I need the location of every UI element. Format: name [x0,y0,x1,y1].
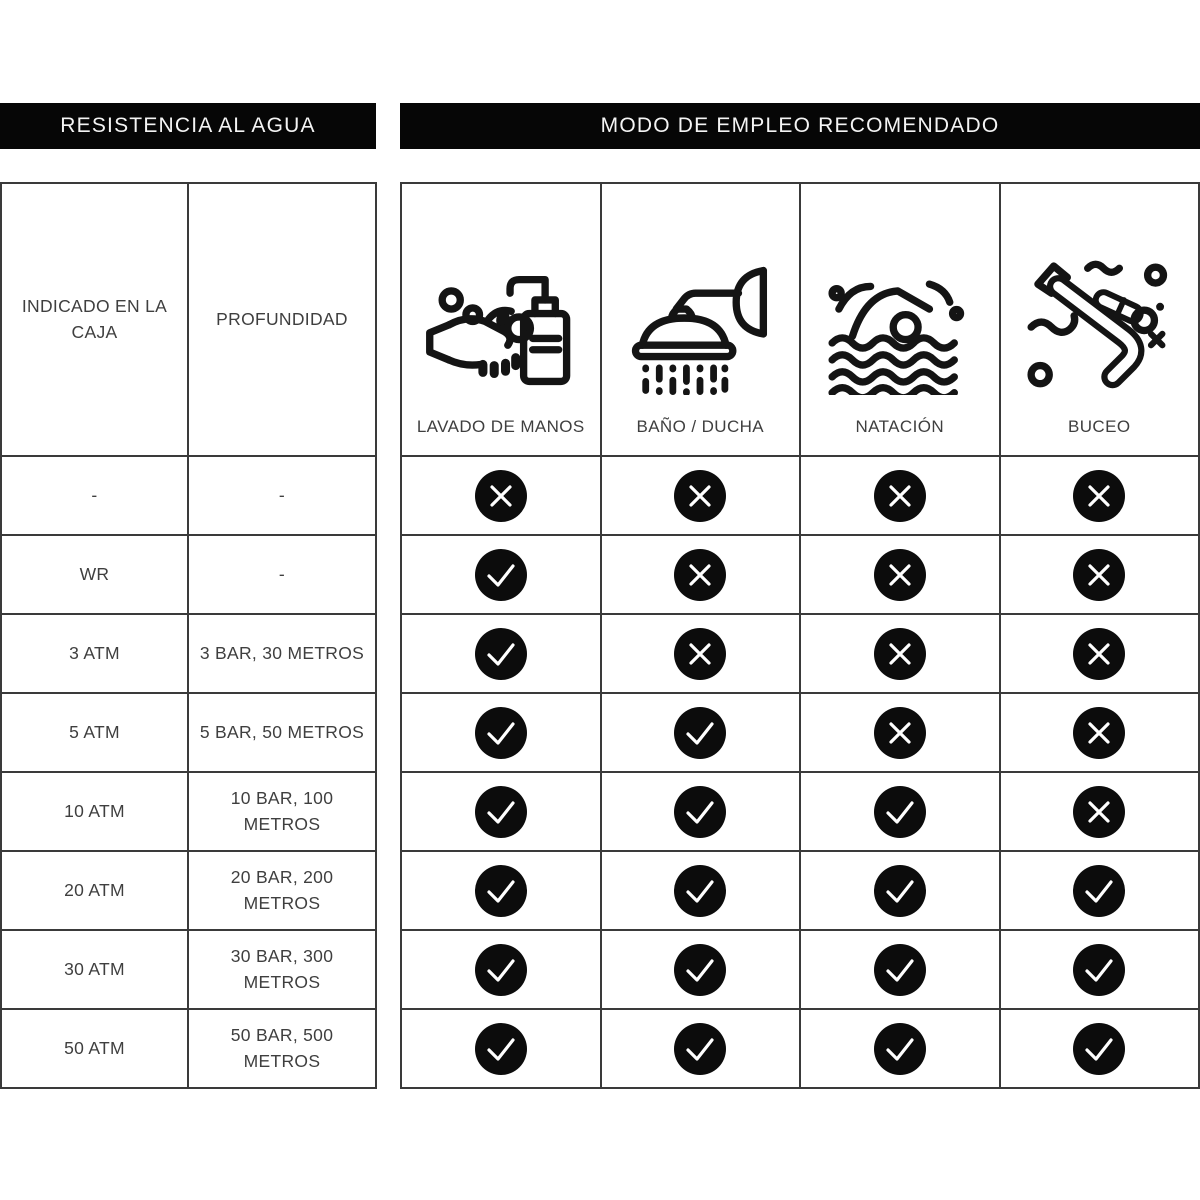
usage-mark-cell [602,852,800,929]
check-icon [475,707,527,759]
recommended-use-title: MODO DE EMPLEO RECOMENDADO [600,114,1000,137]
usage-mark-cell [1001,773,1199,850]
usage-mark-cell [602,694,800,771]
box-marking-cell: 50 ATM [2,1010,187,1087]
check-icon [674,707,726,759]
depth-cell: 20 BAR, 200 METROS [189,852,375,929]
diving-label: BUCEO [1068,417,1131,437]
check-icon [874,865,926,917]
usage-mark-cell [801,852,999,929]
usage-mark-cell [1001,536,1199,613]
cross-icon [674,628,726,680]
usage-mark-cell [801,931,999,1008]
column-header-box-marking: INDICADO EN LA CAJA [2,184,187,455]
check-icon [874,944,926,996]
check-icon [475,1023,527,1075]
check-icon [475,786,527,838]
usage-mark-cell [1001,1010,1199,1087]
usage-mark-cell [801,773,999,850]
usage-mark-cell [1001,457,1199,534]
recommended-use-header-bar [400,103,1200,149]
usage-mark-cell [801,1010,999,1087]
usage-mark-cell [602,536,800,613]
usage-mark-cell [801,536,999,613]
box-marking-cell: 30 ATM [2,931,187,1008]
depth-cell: 50 BAR, 500 METROS [189,1010,375,1087]
depth-cell: - [189,457,375,534]
water-resistance-header-bar [0,103,376,149]
check-icon [475,944,527,996]
usage-mark-cell [402,536,600,613]
usage-mark-cell [602,1010,800,1087]
check-icon [475,865,527,917]
shower-icon [625,257,775,395]
cross-icon [1073,470,1125,522]
cross-icon [874,549,926,601]
usage-mark-cell [801,457,999,534]
usage-mark-cell [602,615,800,692]
column-header-swimming [801,184,999,455]
usage-mark-cell [1001,852,1199,929]
column-header-shower [602,184,800,455]
usage-mark-cell [1001,615,1199,692]
box-marking-cell: 5 ATM [2,694,187,771]
check-icon [1073,1023,1125,1075]
column-header-diving [1001,184,1199,455]
usage-mark-cell [402,1010,600,1087]
usage-mark-cell [602,931,800,1008]
usage-mark-cell [602,773,800,850]
check-icon [674,786,726,838]
diving-icon [1024,257,1174,395]
water-resistance-title: RESISTENCIA AL AGUA [60,114,316,137]
swimming-icon [825,257,975,395]
swimming-label: NATACIÓN [855,417,944,437]
cross-icon [1073,549,1125,601]
check-icon [874,1023,926,1075]
cross-icon [674,470,726,522]
hand-washing-icon [426,257,576,395]
usage-mark-cell [402,694,600,771]
box-marking-cell: - [2,457,187,534]
check-icon [1073,944,1125,996]
check-icon [674,1023,726,1075]
depth-cell: 3 BAR, 30 METROS [189,615,375,692]
usage-mark-cell [1001,931,1199,1008]
cross-icon [1073,786,1125,838]
cross-icon [475,470,527,522]
cross-icon [874,707,926,759]
depth-cell: 5 BAR, 50 METROS [189,694,375,771]
cross-icon [874,470,926,522]
cross-icon [1073,628,1125,680]
usage-mark-cell [402,457,600,534]
box-marking-cell: 10 ATM [2,773,187,850]
usage-table [400,182,1200,1089]
usage-mark-cell [801,694,999,771]
hand-washing-label: LAVADO DE MANOS [416,417,585,437]
shower-label: BAÑO / DUCHA [636,417,765,437]
box-marking-cell: 20 ATM [2,852,187,929]
column-header-depth: PROFUNDIDAD [189,184,375,455]
check-icon [674,944,726,996]
check-icon [1073,865,1125,917]
depth-cell: - [189,536,375,613]
check-icon [475,549,527,601]
cross-icon [674,549,726,601]
resistance-table [0,182,377,1089]
usage-mark-cell [402,852,600,929]
depth-cell: 30 BAR, 300 METROS [189,931,375,1008]
usage-mark-cell [402,773,600,850]
usage-mark-cell [402,615,600,692]
usage-mark-cell [801,615,999,692]
box-marking-cell: WR [2,536,187,613]
column-header-hand-washing [402,184,600,455]
check-icon [475,628,527,680]
usage-mark-cell [602,457,800,534]
usage-mark-cell [1001,694,1199,771]
depth-cell: 10 BAR, 100 METROS [189,773,375,850]
cross-icon [1073,707,1125,759]
check-icon [674,865,726,917]
box-marking-cell: 3 ATM [2,615,187,692]
check-icon [874,786,926,838]
cross-icon [874,628,926,680]
usage-mark-cell [402,931,600,1008]
